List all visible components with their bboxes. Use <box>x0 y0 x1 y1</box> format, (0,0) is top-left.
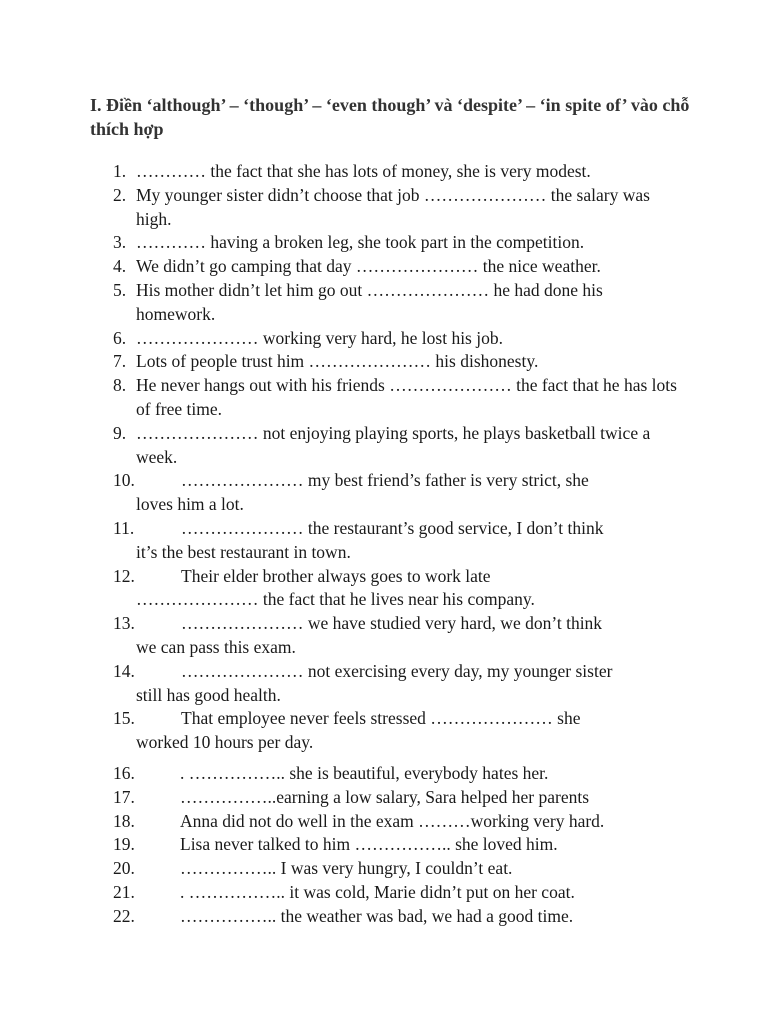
item-number: 6. <box>113 327 127 348</box>
item-number: 4. <box>113 256 127 277</box>
item-number: 2. <box>113 184 127 205</box>
list-item <box>0 374 768 422</box>
item-number: 8. <box>113 375 127 396</box>
list-item <box>0 469 768 517</box>
exercise-heading: I. Điền ‘although’ – ‘though’ – ‘even though’ và ‘despite’ – ‘in spite of’ vào chỗ thích hợp <box>90 95 690 139</box>
item-text <box>136 660 681 708</box>
list-item <box>0 517 768 565</box>
list-item <box>0 422 768 470</box>
item-text: Lots of people trust him ………………… his dishonesty. <box>136 351 539 372</box>
list-item <box>0 762 768 786</box>
list-item <box>0 255 768 279</box>
item-text-line: it’s the best restaurant in town. <box>136 541 351 562</box>
item-text-line: we can pass this exam. <box>136 636 296 657</box>
list-item <box>0 612 768 660</box>
item-text: …………….. I was very hungry, I couldn’t eat. <box>180 858 513 879</box>
item-text-line: loves him a lot. <box>136 494 244 515</box>
item-number: 13. <box>113 613 135 634</box>
item-number: 3. <box>113 232 127 253</box>
item-number: 5. <box>113 279 127 300</box>
item-text-line: ………………… not exercising every day, my younger sister <box>181 660 613 681</box>
item-text: We didn’t go camping that day ………………… the nice weather. <box>136 256 601 277</box>
item-number: 12. <box>113 565 135 586</box>
item-number: 1. <box>113 161 127 181</box>
item-text <box>136 565 681 613</box>
item-text-line: ………………… the restaurant’s good service, I don’t think <box>181 517 604 538</box>
item-number: 21. <box>113 881 135 902</box>
item-number: 22. <box>113 905 135 926</box>
item-text: ………… the fact that she has lots of money, she is very modest. <box>136 161 591 181</box>
list-item <box>0 707 768 755</box>
item-number: 7. <box>113 351 127 372</box>
list-item <box>0 810 768 834</box>
item-text <box>136 612 681 660</box>
item-text-line: worked 10 hours per day. <box>136 732 314 753</box>
spacer <box>0 755 768 762</box>
item-text: He never hangs out with his friends ………………… the fact that he has lots of free time. <box>136 375 677 419</box>
exercise-list <box>0 160 768 929</box>
item-number: 10. <box>113 470 135 491</box>
list-item <box>0 857 768 881</box>
item-number: 14. <box>113 660 135 681</box>
list-item <box>0 660 768 708</box>
item-text-line: Their elder brother always goes to work late <box>181 565 491 586</box>
list-item <box>0 231 768 255</box>
item-text: Anna did not do well in the exam ………working very hard. <box>180 810 605 831</box>
list-item <box>0 279 768 327</box>
list-item <box>0 160 768 184</box>
list-item <box>0 350 768 374</box>
item-text-line: ………………… we have studied very hard, we don’t think <box>181 613 603 634</box>
list-item <box>0 833 768 857</box>
item-text: His mother didn’t let him go out ………………… he had done his homework. <box>136 279 603 324</box>
item-text <box>136 707 681 755</box>
item-text: ……………..earning a low salary, Sara helped her parents <box>180 786 590 807</box>
item-text <box>136 469 681 517</box>
item-number: 19. <box>113 834 135 855</box>
item-text-line: still has good health. <box>136 684 281 705</box>
list-item <box>0 881 768 905</box>
item-number: 16. <box>113 762 135 783</box>
item-text-line: ………………… the fact that he lives near his company. <box>136 589 535 610</box>
list-item <box>0 786 768 810</box>
item-number: 9. <box>113 422 127 443</box>
list-item <box>0 184 768 232</box>
item-text: ………………… working very hard, he lost his job. <box>136 327 503 348</box>
item-text-line: That employee never feels stressed ………………… she <box>181 708 581 729</box>
item-text: My younger sister didn’t choose that job ………………… the salary was high. <box>136 184 650 229</box>
list-item <box>0 327 768 351</box>
item-number: 11. <box>113 517 135 538</box>
item-text: ………………… not enjoying playing sports, he plays basketball twice a week. <box>136 422 651 467</box>
item-text: …………….. the weather was bad, we had a good time. <box>180 905 574 926</box>
item-text <box>136 517 681 565</box>
item-number: 15. <box>113 708 135 729</box>
item-number: 18. <box>113 810 135 831</box>
item-text: Lisa never talked to him …………….. she loved him. <box>180 834 558 855</box>
item-text-line: ………………… my best friend’s father is very strict, she <box>181 470 589 491</box>
list-item <box>0 905 768 929</box>
item-text: . …………….. she is beautiful, everybody hates her. <box>180 762 549 783</box>
item-text: ………… having a broken leg, she took part in the competition. <box>136 232 585 253</box>
list-item <box>0 565 768 613</box>
item-text: . …………….. it was cold, Marie didn’t put on her coat. <box>180 881 575 902</box>
item-number: 20. <box>113 858 135 879</box>
item-number: 17. <box>113 786 135 807</box>
